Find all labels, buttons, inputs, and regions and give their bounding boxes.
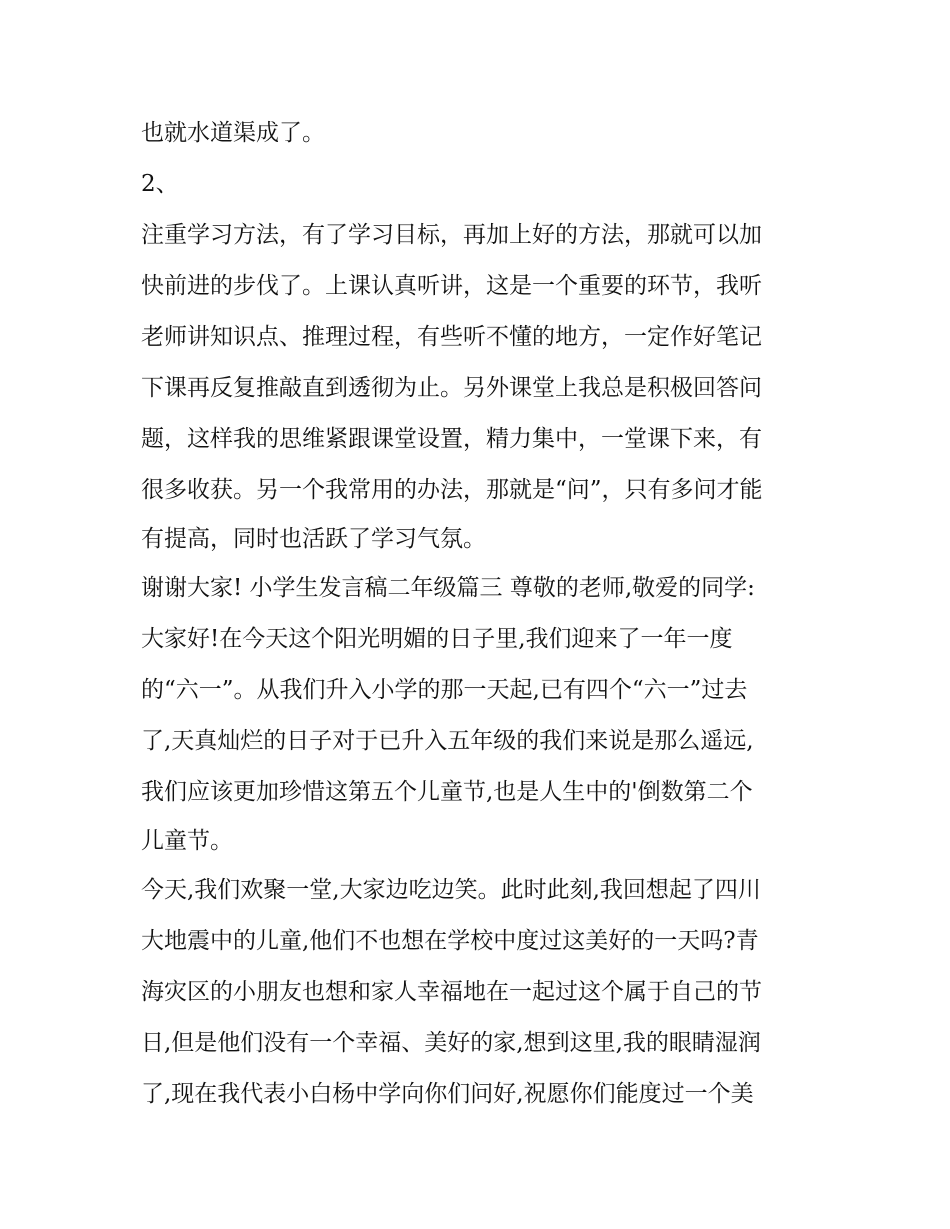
text-line: 快前进的步伐了。上课认真听讲，这是一个重要的环节，我听 xyxy=(141,273,762,299)
text-line: 也就水道渠成了。 xyxy=(141,120,325,146)
text-line: 2、 xyxy=(141,171,179,197)
text-line: 谢谢大家! 小学生发言稿二年级篇三 尊敬的老师,敬爱的同学: xyxy=(141,575,755,601)
text-line: 注重学习方法，有了学习目标，再加上好的方法，那就可以加 xyxy=(141,222,762,248)
text-line: 了,天真灿烂的日子对于已升入五年级的我们来说是那么遥远, xyxy=(141,728,754,754)
text-line: 很多收获。另一个我常用的办法，那就是“问”，只有多问才能 xyxy=(141,477,763,503)
text-line: 海灾区的小朋友也想和家人幸福地在一起过这个属于自己的节 xyxy=(141,979,762,1005)
text-line: 的“六一”。从我们升入小学的那一天起,已有四个“六一”过去 xyxy=(141,677,748,703)
text-line: 日,但是他们没有一个幸福、美好的家,想到这里,我的眼睛湿润 xyxy=(141,1030,761,1056)
text-line: 题，这样我的思维紧跟课堂设置，精力集中，一堂课下来，有 xyxy=(141,426,762,452)
text-line: 老师讲知识点、推理过程，有些听不懂的地方，一定作好笔记 xyxy=(141,324,762,350)
text-line: 今天,我们欢聚一堂,大家边吃边笑。此时此刻,我回想起了四川 xyxy=(141,877,761,903)
text-line: 大地震中的儿童,他们不也想在学校中度过这美好的一天吗?青 xyxy=(141,928,759,954)
text-line: 我们应该更加珍惜这第五个儿童节,也是人生中的'倒数第二个 xyxy=(141,779,753,805)
document-body xyxy=(141,108,813,1120)
text-line: 有提高，同时也活跃了学习气氛。 xyxy=(141,526,486,552)
text-line: 儿童节。 xyxy=(141,828,233,854)
text-line: 下课再反复推敲直到透彻为止。另外课堂上我总是积极回答问 xyxy=(141,375,762,401)
text-line: 了,现在我代表小白杨中学向你们问好,祝愿你们能度过一个美 xyxy=(141,1081,754,1107)
text-line: 大家好!在今天这个阳光明媚的日子里,我们迎来了一年一度 xyxy=(141,626,733,652)
